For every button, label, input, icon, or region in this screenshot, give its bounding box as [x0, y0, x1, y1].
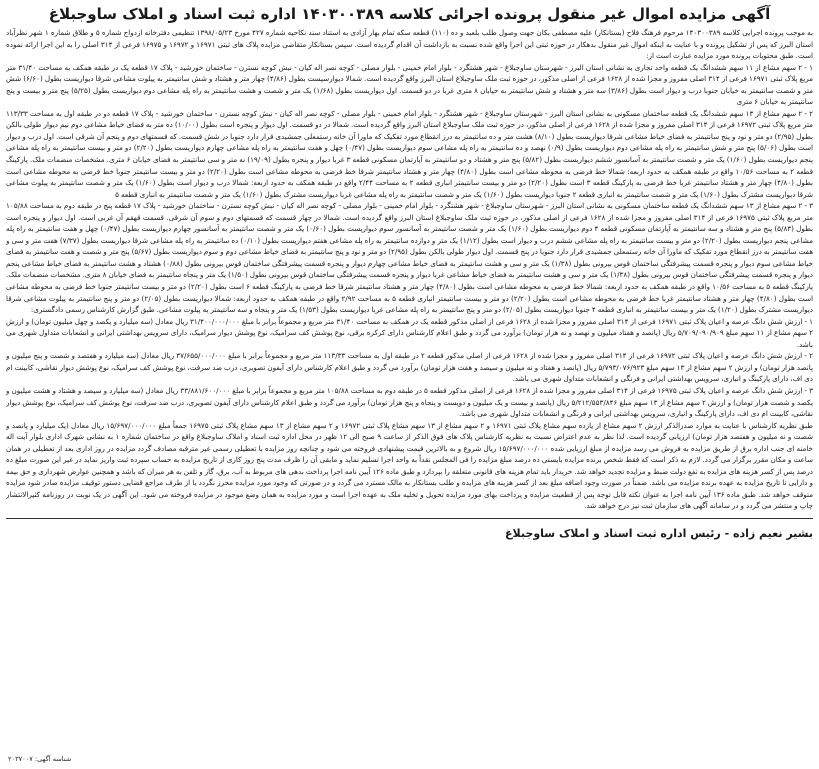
valuation-item-3: ۳ - ارزش شش دانگ عرصه و اعیان پلاک ثبتی ۱۶۹۷۵ فرعی از ۳۱۴ اصلی مفروز و مجزا شده از ۱۶۲۸ فرعی از اصلی مذکور قطعه ۵ در طبقه دوم به مساحت ۱۰۵/۸۸ متر مربع و مجموعاً برابر با مبلغ ۳۳/۸۸۱/۶۰۰/۰۰۰ ریال معادل (سه میلیارد و سیصد و هشتاد و هشت میلیون و یکصد و شصت هزار تومان) و ارزش ۲ سهم مشاع از ۱۳ سهم مبلغ ۵/۲۱۲/۵۵۳/۸۴۶ ریال (پانصد و بیست و یک میلیون و دویست و پنجاه و پنج هزار تومان) برآورد می گردد و طبق اعلام کارشناس دارای آیفون تصویری، درب ضد سرقت، نوع پوشش کف سرامیک، نوع پوشش دیوار نقاشی، کابینت ام دی اف، دارای پارکینگ و انباری، سرویس بهداشتی ایرانی و فرنگی و انشعابات متداول شهری می باشد.	[6, 385, 813, 419]
property-item-2: ۲ - ۲ سهم مشاع از ۱۳ سهم ششدانگ یک قطعه ساختمان مسکونی به نشانی استان البرز - شهرستان ساوجبلاغ - شهر هشتگرد - بلوار امام خمینی - بلوار مصلی - کوچه نصر اله کیان - نبش کوچه نسترن - ساختمان خورشید - پلاک ۱۷ قطعه دو در طبقه اول به مساحت ۱۱۳/۳۳ متر مربع پلاک ثبتی ۱۶۹۷۲ فرعی از ۳۱۴ اصلی مفروز و مجزا شده از ۱۶۲۸ فرعی از اصلی مذکور، در حوزه ثبت ملک ساوجبلاغ استان البرز واقع گردیده است. شمالا در دو قسمت. اول دیوار و پنجره است بطول (۱۰/۰۰) ده متر به فضای خیاط مشاعی دوم نیم دیوار طولی بالکن بطول (۲/۹۵) دو متر و نود و پنج سانتیمتر به فضای خیاط مشاعی شرقا دیواریست بطول (۸/۱۰) هشت متر و ده سانتیمتر به درز انقطاع مورد تفکیک که ماورا آن خانه رستمعلی جمشیدی قرار دارد جنوبا در شش قسمت. که قسمتهای دوم و پنجم آن شرقی است. اول درب و دیوار است بطول (۵/۰۶) پنج متر و شش سانتیمتر به راه پله مشاعی دوم دیواریست بطول (۰/۹) نهصد و ده سانتیمتر به راه پله مشاعی سوم دیواریست بطول (۰/۴۷) چهل و هفت سانتیمتر به راه پله مشاعی چهارم دیواریست بطول (۲/۲۰) دو متر و بیست سانتیمتر به راه پله مشاعی پنجم دیواریست بطول (۱/۶۰) یک متر و شصت سانتیمتر به آسانسور ششم دیواریست بطول (۵/۸۲) پنج متر و هشتاد و دو سانتیمتر به آپارتمان مسکونی قطعه ۳ غربا دیوار و پنجره بطول (۱۹/۰۹) نه متر و سی سانتیمتر به فضای خیابان ۶ متری. مشخصات منضمات ملک. پارکینگ قطعه ۲ به مساحت ۱۰/۵۶ واقع در طبقه همکف به حدود اربعه: شمالا خط فرضی به محوطه مشاعی است بطول (۴/۸۰) چهار متر و هشتاد سانتیمتر شرقا خط فرضی به محوطه مشاعی است بطول (۲/۲۰) دو متر و بیست سانتیمتر جنوبا خط فرضی به محوطه مشاعی است بطول (۴/۸۰) چهار متر و هشتاد سانتیمتر غربا خط فرضی به پارکینگ قطعه ۳ است بطول (۲/۲۰) دو متر و بیست سانتیمتر انباری قطعه ۲ به مساحت ۲/۴۴ واقع در طبقه همکف به حدود اربعه: شمالا درب و دیوار است بطول (۱/۶۰) یک متر و شصت سانتیمتر به پیلوت مشاعی شرقا دیواریست مشترک بطول (۱/۶۰) یک متر و شصت سانتیمتر به انباری قطعه ۲ جنوبا دیواریست بطول (۱/۶۰) یک متر و شصت سانتیمتر به راه پله مشاعی غربا دیواریست مشترک بطول (۱/۶۰) یک متر و شصت سانتیمتر به انباری قطعه ۵	[6, 108, 813, 199]
notice-body	[6, 27, 813, 512]
signature: بشیر نعیم زاده - رئیس اداره ثبت اسناد و املاک ساوجبلاغ	[505, 526, 813, 540]
property-item-3: ۳ - ۲ سهم مشاع از ۱۳ سهم ششدانگ یک قطعه ساختمان مسکونی به نشانی استان البرز - شهرستان ساوجبلاغ - شهر هشتگرد - بلوار امام خمینی - بلوار مصلی - کوچه نصر اله کیان - نبش کوچه نسترن - ساختمان خورشید - پلاک ۱۷ قطعه پنج در طبقه دوم به مساحت ۱۰۵/۸۸ متر مربع پلاک ثبتی ۱۶۹۷۵ فرعی از ۳۱۴ اصلی مفروز و مجزا شده از ۱۶۲۸ فرعی از اصلی مذکور، در حوزه ثبت ملک ساوجبلاغ استان البرز واقع گردیده است. شمالا در چهار قسمت که قسمتهای دوم و سوم آن شرقی. قسمت قهقم آن غربی است. اول دیوار و پنجره است بطول (۵/۸۳) پنج متر و هشتاد و سه سانتیمتر به آپارتمان مسکونی قطعه ۴ دوم دیواریست بطول (۱/۶۰) یک متر و شصت سانتیمتر به آسانسور سوم دیواریست بطول (۰/۶۰) یک متر و شصت سانتیمتر به آسانسور چهارم دیواریست بطول (۰/۴۷) چهل و هفت سانتیمتر به راه پله مشاعی پنجم دیواریست بطول (۲/۲۰) دو متر و بیست سانتیمتر به راه پله مشاعی ششم درب و دیوار است بطول (۱/۱۲) یک متر و دوازده سانتیمتر به راه پله مشاعی هفتم دیواریست بطول (۰/۱۰) ده سانتیمتر به راه پله مشاعی شرقا دیواریست بطول (۷/۳۷) هفت متر و سی و هفت سانتیمتر به درز انقطاع مورد تفکیک که ماورا آن خانه رستمعلی جمشیدی قرار دارد جنوبا در پنج قسمت. اول دیوار طولی بالکن بطول (۲/۹۵) دو متر و نود و پنج سانتیمتر به فضای خیاط مشاعی دوم و سوم دیواریست بطول (۵/۶۷) پنج متر و شصت و هفت سانتیمتر به فضای خیاط مشاعی سوم دیوار و پنجره قسمت پیشرفتگی ساختمان قوس بیرونی بطول (۱/۳۸) یک متر و سی و هشت سانتیمتر به فضای خیاط مشاعی چهارم دیوار و پنجره قسمت پیشرفتگی ساختمان قوس بیرونی بطول (۰/۸۸) هشتاد و هشت سانتیمتر به فضای خیاط مشاعی پنجم دیوار و پنجره قسمت پیشرفتگی ساختمان قوس بیرونی بطول (۱/۳۸) یک متر و سی و هشت سانتیمتر به فضای خیاط مشاعی غربا دیوار و پنجره قسمت پیشرفتگی ساختمان قوس بیرونی بطول (۱/۵۰) یک متر و پنجاه سانتیمتر به فضای خیابان ۸ متری. مشخصات منضمات ملک. پارکینگ قطعه ۵ به مساحت ۱۰/۵۶ واقع در طبقه همکف به حدود اربعه: شمالا خط فرضی به محوطه مشاعی است بطول (۴/۸۰) چهار متر و هشتاد سانتیمتر شرقا خط فرضی به پارکینگ قطعه ۶ است بطول (۲/۲۰) دو متر و بیست سانتیمتر جنوبا خط فرضی به محوطه مشاعی است بطول (۴/۸۰) چهار متر و هشتاد سانتیمتر غربا خط فرضی به محوطه مشاعی است بطول (۲/۲۰) دو متر و بیست سانتیمتر انباری قطعه ۵ به مساحت ۲/۹۲ واقع در طبقه همکف به حدود اربعه: شمالا دیواریست بطول (۲/۰۵) دو متر و پنج سانتیمتر به پیلوت مشاعی شرقا دیواریست مشترک بطول (۱/۲۰) یک متر و بیست سانتیمتر به انباری قطعه ۴ جنوبا دیواریست بطول (۲/۰۵) دو متر و پنج سانتیمتر به راه پله مشاعی غربا دیواریست بطول (۱/۵۳) یک متر و پنجاه و سه سانتیمتر به پیلوت مشاعی. طبق گزارش کارشناس رسمی دادگستری:	[6, 201, 813, 315]
auction-terms: طبق نظریه کارشناس با عنایت به موارد صدرالذکر ارزش ۲ سهم مشاع از یازده سهم مشاع پلاک ثبتی ۱۶۹۷۱ و ۲ سهم مشاع از ۱۳ سهم مشاع پلاک ثبتی ۱۶۹۷۲ و ۲ سهم مشاع از ۱۳ سهم مشاع پلاک ثبتی ۱۶۹۷۵ جمعاً مبلغ ۱۵/۶۹۷/۰۰۰/۰۰۰ ریال معادل (یک میلیارد و پانصد و شصت و نه میلیون و هفتصد هزار تومان) ارزیابی گردیده است. لذا نظر به عدم اعتراض نسبت به نظریه کارشناس پلاک های فوق الذکر از ساعت ۹ صبح الی ۱۲ ظهر در محل اداره ثبت اسناد و املاک ساوجبلاغ واقع در ساختمان شماره ۱ به نشانی شهرک اداری بلوار آیت اله خامنه ای جنب اداره برق از طریق مزایده به فروش می رسد مزایده از مبلغ ارزیابی شده ۱۵/۶۹۷/۰۰۰/۰۰۰ ریال شروع و به بالاترین قیمت پیشنهادی فروخته می شود و چنانچه روز مزایده با تعطیلی رسمی غیر مترقبه مصادف گردد مزایده در روز اداری بعد از تعطیلی در همان ساعت و مکان مقرر برگزار می گردد. لازم به ذکر است که فقط شخص برنده مزایده بایستی ده درصد مبلغ مزایده را فی المجلس نقداً به واحد اجرا تسلیم نماید و مابقی آن را ظرف مدت پنج روز کاری از تاریخ مزایده به حساب سپرده ثبت واریز نماید در غیر این صورت مبلغ ده درصد پس از کسر هزینه های مزایده به نفع دولت ضبط و مزایده تجدید خواهد شد. خریدار باید تمام هزینه های قانونی متعلقه را بپردازد و طبق ماده ۱۲۶ آیین نامه اجرا پرداخت بدهی های مربوط به آب، برق، گاز و تلفن به هر میزان که باشد و همچنین عوارض شهرداری و حق بیمه و دارایی تا تاریخ مزایده به عهده برنده مزایده می باشد. ضمناً در صورت وجود اضافه مبلغ بعد از کسر هزینه های مزایده و طلب بستانکار به مالک مسترد می گردد و در صورتی که وجود مورد مزایده محرز نگردد یا از طرف مراجع قضایی دستور توقیف مزایده صادر شود مزایده متوقف خواهد شد. طبق ماده ۱۳۶ آیین نامه اجرا به عنوان نکته قابل توجه پس از قطعیت مزایده و پرداخت بهای مورد مزایده تحویل و تخلیه ملک به عهده اجرا است و مورد مزایده به همان وضع موجود در مزایده فروخته می شود. این آگهی در یک نوبت در روزنامه کثیرالانتشار چاپ و منتشر می گردد و در سامانه آگهی های سازمان ثبت نیز درج خواهد شد.	[6, 420, 813, 511]
valuation-item-2: ۲ - ارزش شش دانگ عرصه و اعیان پلاک ثبتی ۱۶۹۷۲ فرعی از ۳۱۴ اصلی مفروز و مجزا شده از ۱۶۲۸ فرعی از اصلی مذکور قطعه ۲ در طبقه اول به مساحت ۱۱۳/۳۳ متر مربع و مجموعاً برابر با مبلغ ۳۷/۶۵۵/۰۰۰/۰۰۰ ریال معادل (سه میلیارد و هفتصد و شصت و پنج میلیون و پانصد هزار تومان) و ارزش ۲ سهم مشاع از ۱۳ سهم مبلغ ۵/۷۹۳/۰۷۶/۹۲۳ ریال (پانصد و هفتاد و نه میلیون و سیصد و هفت هزار تومان) برآورد می گردد و طبق اعلام کارشناس دارای آیفون تصویری، درب ضد سرقت، نوع پوشش کف سرامیک، نوع پوشش دیوار نقاشی، کابینت ام دی اف، دارای پارکینگ و انباری، سرویس بهداشتی ایرانی و فرنگی و انشعابات متداول شهری می باشد.	[6, 351, 813, 384]
notice-intro: به موجب پرونده اجرایی کلاسه ۱۴۰۳۰۰۳۸۹ مرحوم فرهنگ فلاح (بستانکار) علیه مصطفی بکان جهت وصول طلب بلعبد و ده (۱۱۰) قطعه سکه تمام بهار آزادی به استناد سند نکاحیه شماره ۴۲۷ مورخ ۱۳۹۸/۰۵/۲۳ تنظیمی دفترخانه ازدواج شماره ۵ و طلاق شماره ۱ شهر نظرآباد استان البرز که پس از تشکیل پرونده و با عنایت به اینکه اموال غیر منقول بدهکار در حوزه ثبتی این اجرا واقع شده نسبت به بازداشت آن اقدام گردیده است. سپس بستانکار متقاضی مزایده پلاک های ثبتی ۱۶۹۷۱ و ۱۶۹۷۲ و ۱۶۹۷۵ فرعی از ۳۱۴ اصلی را به این اجرا ارائه نموده است. طبق محتویات پرونده مورد مزایده عبارت است از:	[6, 28, 813, 61]
property-item-1: ۱ - ۲ سهم مشاع از ۱۱ سهم ششدانگ یک قطعه واحد تجاری به نشانی استان البرز - شهرستان ساوجبلاغ - شهر هشتگرد - بلوار امام خمینی - بلوار مصلی - کوچه نصر اله کیان - نبش کوچه نسترن - ساختمان خورشید - پلاک ۱۷ قطعه یک در طبقه همکف به مساحت ۳۱/۴۰ متر مربع پلاک ثبتی ۱۶۹۷۱ فرعی از ۳۱۴ اصلی مفروز و مجزا شده از ۱۶۲۸ فرعی از اصلی مذکور، در حوزه ثبت ملک ساوجبلاغ استان البرز واقع گردیده است. شمالا دیوارسیست بطول (۴/۸۶) چهار متر و هشتاد و شش سانتیمتر به پیلوت مشاعی شرقا دیواریست بطول (۶/۶۰) شش متر و شصت سانتیمتر به خیابان جنوبا درب و دیوار است بطول (۳/۸۶) سه متر و هشتاد و شش سانتیمتر به خیابان ۸ متری غربا در دو قسمت. اول دیواریست بطول (۱/۶۸) یک متر و شصت و هشت سانتیمتر به راه پله مشاعی دوم دیواریست بطول (۵/۲۵) پنج متر و بیست و پنج سانتیمتر به خیابان ۶ متری	[6, 62, 813, 107]
valuation-item-1: ۱ - ارزش شش دانگ عرصه و اعیان پلاک ثبتی ۱۶۹۷۱ فرعی از ۳۱۴ اصلی مفروز و مجزا شده از ۱۶۲۸ فرعی از اصلی مذکور قطعه یک در همکف به مساحت ۳۱/۴۰ متر مربع و مجموعاً برابر با مبلغ ۳۱/۴۰۰/۰۰۰/۰۰۰ ریال معادل (سه میلیارد و یکصد و چهل میلیون تومان) و ارزش ۲ سهم مشاع از ۱۱ سهم مبلغ ۵/۷۰۹/۰۹۰/۹۰۹ ریال (پانصد و هفتاد میلیون و نهصد و نه هزار تومان) برآورد می گردد و طبق اعلام کارشناس دارای کرکره برقی، نوع پوشش کف سرامیک، نوع پوشش دیوار سرامیک، دارای سرویس بهداشتی ایرانی و انشعابات متداول شهری می باشد.	[6, 316, 813, 349]
notice-reference: شناسه آگهی: ۲۰۳۷۰۰۷	[8, 755, 72, 763]
divider	[6, 518, 813, 519]
notice-title: آگهی مزایده اموال غیر منقول پرونده اجرائی کلاسه ۱۴۰۳۰۰۳۸۹ اداره ثبت اسناد و املاک ساوجبلاغ	[48, 5, 771, 23]
